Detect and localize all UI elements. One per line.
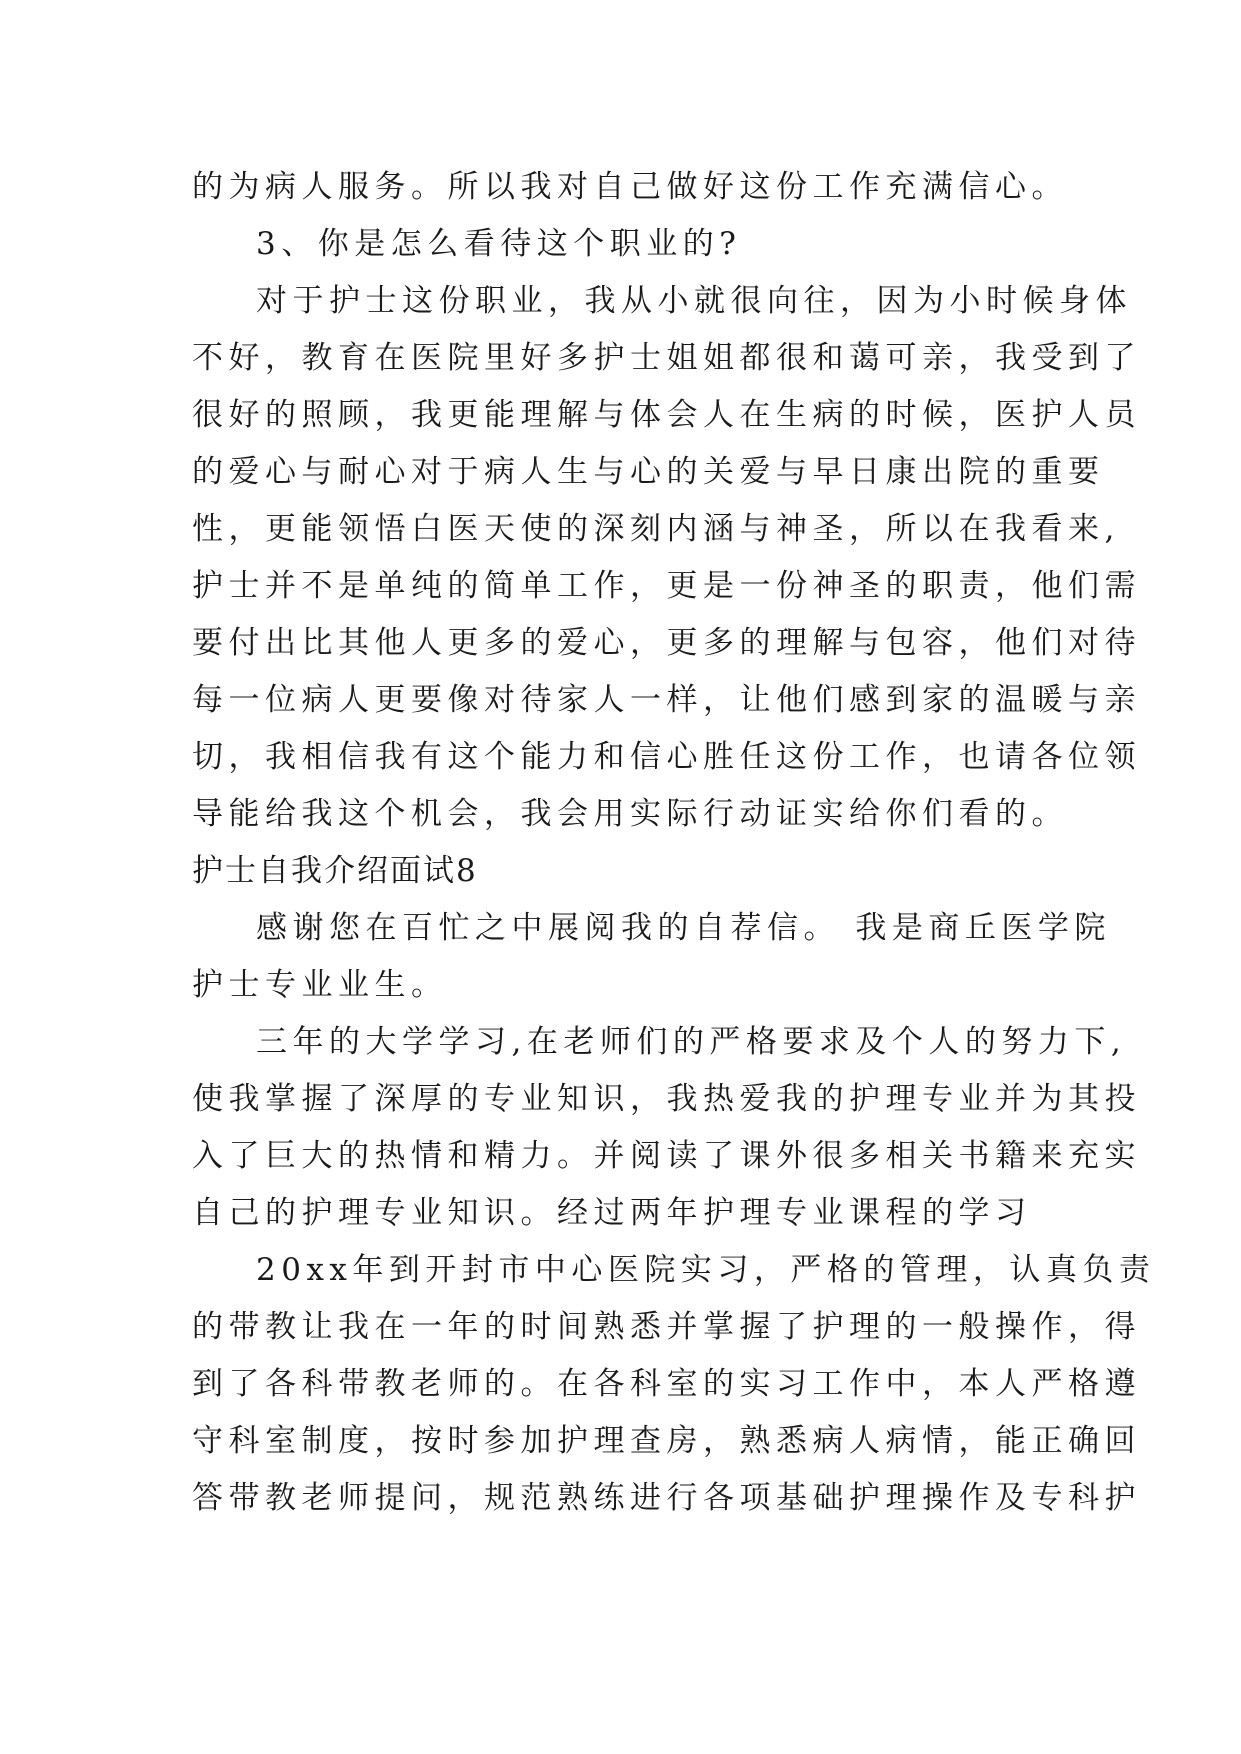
text-line: 护士并不是单纯的简单工作，更是一份神圣的职责，他们需: [192, 568, 1141, 604]
text-line: 要付出比其他人更多的爱心，更多的理解与包容，他们对待: [192, 625, 1141, 661]
text-line: 导能给我这个机会，我会用实际行动证实给你们看的。: [192, 796, 1068, 832]
text-line: 三年的大学学习,在老师们的严格要求及个人的努力下,: [256, 1024, 1127, 1060]
text-line: 的爱心与耐心对于病人生与心的关爱与早日康出院的重要: [192, 454, 1105, 490]
text-line: 使我掌握了深厚的专业知识，我热爱我的护理专业并为其投: [192, 1081, 1141, 1117]
text-line: 守科室制度，按时参加护理查房，熟悉病人病情，能正确回: [192, 1423, 1141, 1459]
text-line: 的带教让我在一年的时间熟悉并掌握了护理的一般操作，得: [192, 1309, 1141, 1345]
text-line: 每一位病人更要像对待家人一样，让他们感到家的温暖与亲: [192, 682, 1141, 718]
text-line: 到了各科带教老师的。在各科室的实习工作中，本人严格遵: [192, 1366, 1141, 1402]
text-line: 的为病人服务。所以我对自己做好这份工作充满信心。: [192, 169, 1068, 205]
text-line: 自己的护理专业知识。经过两年护理专业课程的学习: [192, 1195, 1032, 1231]
text-line: 切，我相信我有这个能力和信心胜任这份工作，也请各位领: [192, 739, 1141, 775]
text-line: 入了巨大的热情和精力。并阅读了课外很多相关书籍来充实: [192, 1138, 1141, 1174]
text-line: 20xx年到开封市中心医院实习，严格的管理，认真负责: [256, 1252, 1156, 1288]
text-line: 感谢您在百忙之中展阅我的自荐信。 我是商丘医学院: [256, 910, 1111, 946]
section-heading: 护士自我介绍面试8: [192, 853, 478, 889]
text-line: 性，更能领悟白医天使的深刻内涵与神圣，所以在我看来,: [192, 511, 1120, 547]
text-line: 答带教老师提问，规范熟练进行各项基础护理操作及专科护: [192, 1480, 1141, 1516]
text-line: 很好的照顾，我更能理解与体会人在生病的时候，医护人员: [192, 397, 1141, 433]
text-line: 护士专业业生。: [192, 967, 448, 1003]
question-heading: 3、你是怎么看待这个职业的?: [256, 226, 742, 262]
text-line: 对于护士这份职业，我从小就很向往，因为小时候身体: [256, 283, 1132, 319]
text-line: 不好，教育在医院里好多护士姐姐都很和蔼可亲，我受到了: [192, 340, 1141, 376]
